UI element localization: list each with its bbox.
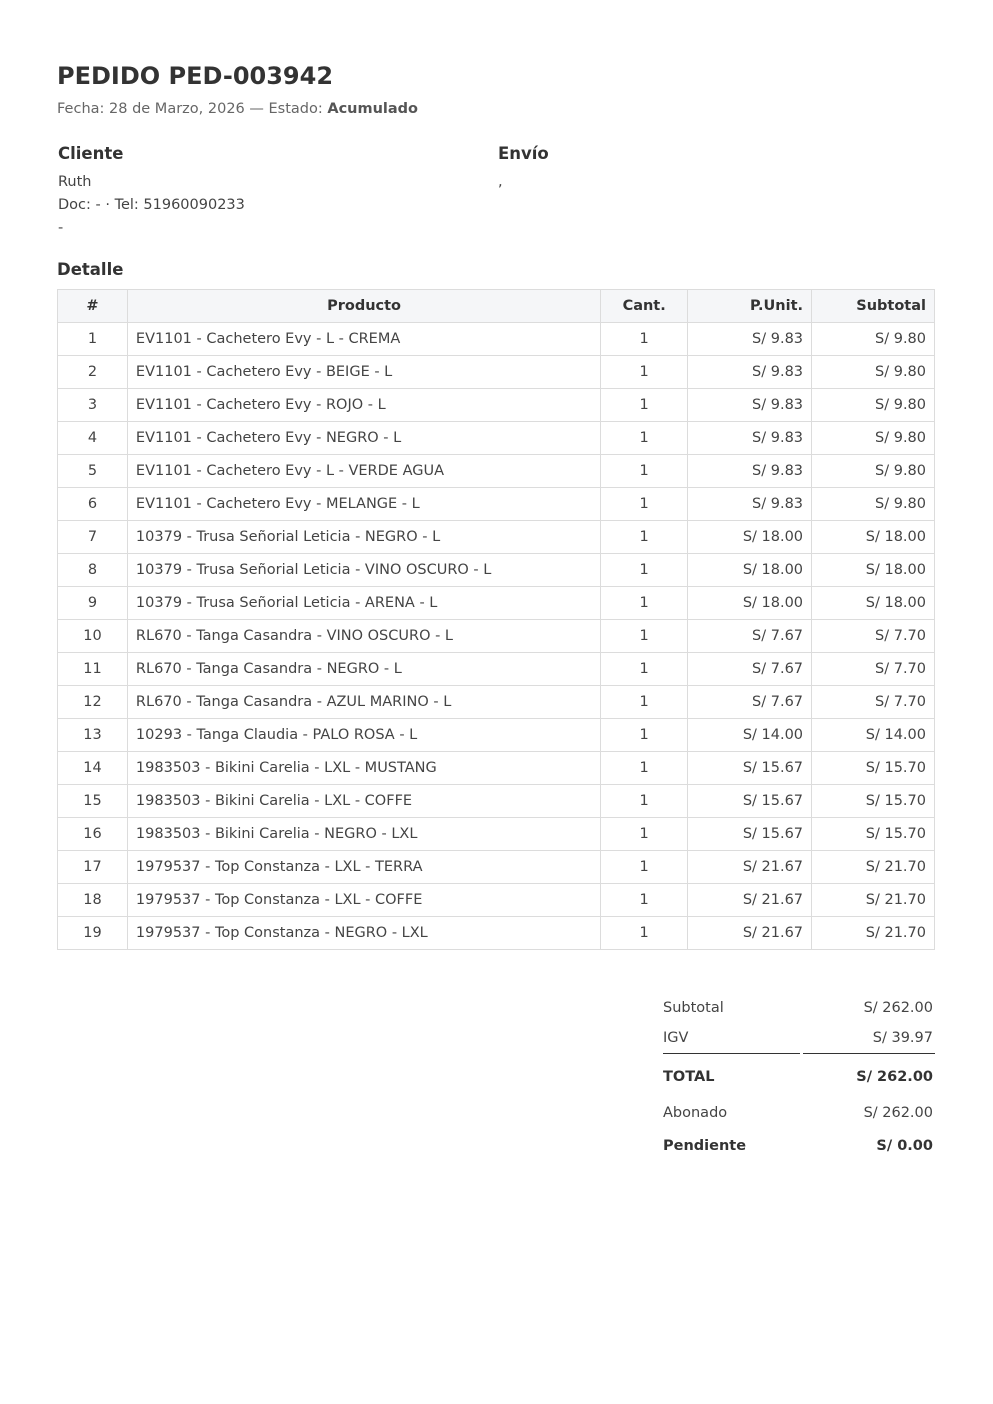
row-unit-price: S/ 7.67 xyxy=(688,653,812,686)
row-quantity: 1 xyxy=(601,851,688,884)
table-row xyxy=(58,521,935,554)
row-quantity: 1 xyxy=(601,752,688,785)
order-meta xyxy=(57,101,418,117)
total-label: TOTAL xyxy=(663,1069,715,1085)
subtotal-row xyxy=(662,993,935,1023)
col-header-number: # xyxy=(58,290,128,323)
table-row xyxy=(58,785,935,818)
row-number: 3 xyxy=(58,389,128,422)
row-unit-price: S/ 18.00 xyxy=(688,554,812,587)
row-product: 1983503 - Bikini Carelia - LXL - MUSTANG xyxy=(127,752,600,785)
row-quantity: 1 xyxy=(601,488,688,521)
row-unit-price: S/ 14.00 xyxy=(688,719,812,752)
row-product: 10293 - Tanga Claudia - PALO ROSA - L xyxy=(127,719,600,752)
row-subtotal: S/ 9.80 xyxy=(812,356,935,389)
row-subtotal: S/ 9.80 xyxy=(812,389,935,422)
row-product: EV1101 - Cachetero Evy - ROJO - L xyxy=(127,389,600,422)
igv-value: S/ 39.97 xyxy=(872,1030,933,1046)
row-product: EV1101 - Cachetero Evy - BEIGE - L xyxy=(127,356,600,389)
paid-value: S/ 262.00 xyxy=(863,1105,933,1121)
row-product: 1979537 - Top Constanza - NEGRO - LXL xyxy=(127,917,600,950)
row-unit-price: S/ 9.83 xyxy=(688,422,812,455)
row-number: 1 xyxy=(58,323,128,356)
row-number: 9 xyxy=(58,587,128,620)
total-row xyxy=(662,1055,935,1091)
row-subtotal: S/ 15.70 xyxy=(812,785,935,818)
row-subtotal: S/ 9.80 xyxy=(812,488,935,521)
table-row xyxy=(58,653,935,686)
row-subtotal: S/ 15.70 xyxy=(812,752,935,785)
order-date: Fecha: 28 de Marzo, 2026 — Estado: xyxy=(57,101,323,117)
row-quantity: 1 xyxy=(601,323,688,356)
row-unit-price: S/ 15.67 xyxy=(688,752,812,785)
col-header-unit-price: P.Unit. xyxy=(688,290,812,323)
subtotal-value: S/ 262.00 xyxy=(863,1000,933,1016)
table-row xyxy=(58,389,935,422)
row-quantity: 1 xyxy=(601,818,688,851)
client-doc-phone: Doc: - · Tel: 51960090233 xyxy=(58,197,245,213)
row-subtotal: S/ 21.70 xyxy=(812,917,935,950)
row-product: RL670 - Tanga Casandra - VINO OSCURO - L xyxy=(127,620,600,653)
col-header-product: Producto xyxy=(127,290,600,323)
row-quantity: 1 xyxy=(601,917,688,950)
row-product: 10379 - Trusa Señorial Leticia - ARENA - L xyxy=(127,587,600,620)
row-subtotal: S/ 7.70 xyxy=(812,620,935,653)
table-row xyxy=(58,917,935,950)
client-extra: - xyxy=(58,220,64,236)
row-unit-price: S/ 9.83 xyxy=(688,356,812,389)
row-unit-price: S/ 9.83 xyxy=(688,323,812,356)
row-number: 15 xyxy=(58,785,128,818)
detail-heading: Detalle xyxy=(57,260,124,279)
row-number: 5 xyxy=(58,455,128,488)
row-quantity: 1 xyxy=(601,356,688,389)
row-number: 13 xyxy=(58,719,128,752)
row-product: 1983503 - Bikini Carelia - LXL - COFFE xyxy=(127,785,600,818)
row-number: 8 xyxy=(58,554,128,587)
subtotal-label: Subtotal xyxy=(663,1000,724,1016)
row-subtotal: S/ 21.70 xyxy=(812,884,935,917)
row-number: 19 xyxy=(58,917,128,950)
table-row xyxy=(58,422,935,455)
row-subtotal: S/ 9.80 xyxy=(812,422,935,455)
table-row xyxy=(58,587,935,620)
table-row xyxy=(58,554,935,587)
totals-block xyxy=(662,993,935,1159)
pending-row xyxy=(662,1129,935,1159)
row-product: EV1101 - Cachetero Evy - L - CREMA xyxy=(127,323,600,356)
paid-row xyxy=(662,1091,935,1129)
row-quantity: 1 xyxy=(601,455,688,488)
row-product: RL670 - Tanga Casandra - NEGRO - L xyxy=(127,653,600,686)
paid-label: Abonado xyxy=(663,1105,728,1121)
row-number: 12 xyxy=(58,686,128,719)
row-quantity: 1 xyxy=(601,422,688,455)
row-quantity: 1 xyxy=(601,620,688,653)
row-quantity: 1 xyxy=(601,389,688,422)
row-unit-price: S/ 15.67 xyxy=(688,785,812,818)
row-unit-price: S/ 9.83 xyxy=(688,455,812,488)
row-unit-price: S/ 21.67 xyxy=(688,884,812,917)
row-unit-price: S/ 7.67 xyxy=(688,620,812,653)
row-number: 14 xyxy=(58,752,128,785)
row-quantity: 1 xyxy=(601,719,688,752)
row-product: EV1101 - Cachetero Evy - MELANGE - L xyxy=(127,488,600,521)
total-value: S/ 262.00 xyxy=(856,1069,933,1085)
row-quantity: 1 xyxy=(601,554,688,587)
row-subtotal: S/ 9.80 xyxy=(812,323,935,356)
table-row xyxy=(58,719,935,752)
row-product: RL670 - Tanga Casandra - AZUL MARINO - L xyxy=(127,686,600,719)
items-table xyxy=(57,289,935,950)
row-subtotal: S/ 18.00 xyxy=(812,521,935,554)
row-unit-price: S/ 18.00 xyxy=(688,587,812,620)
row-product: 1983503 - Bikini Carelia - NEGRO - LXL xyxy=(127,818,600,851)
row-subtotal: S/ 21.70 xyxy=(812,851,935,884)
row-subtotal: S/ 9.80 xyxy=(812,455,935,488)
row-product: EV1101 - Cachetero Evy - L - VERDE AGUA xyxy=(127,455,600,488)
row-number: 4 xyxy=(58,422,128,455)
client-name: Ruth xyxy=(58,174,92,190)
table-row xyxy=(58,455,935,488)
row-number: 11 xyxy=(58,653,128,686)
row-quantity: 1 xyxy=(601,884,688,917)
col-header-subtotal: Subtotal xyxy=(812,290,935,323)
row-subtotal: S/ 15.70 xyxy=(812,818,935,851)
row-product: 10379 - Trusa Señorial Leticia - NEGRO - L xyxy=(127,521,600,554)
row-product: 10379 - Trusa Señorial Leticia - VINO OSCURO - L xyxy=(127,554,600,587)
row-unit-price: S/ 15.67 xyxy=(688,818,812,851)
table-row xyxy=(58,752,935,785)
row-number: 7 xyxy=(58,521,128,554)
table-row xyxy=(58,818,935,851)
table-row xyxy=(58,488,935,521)
row-quantity: 1 xyxy=(601,686,688,719)
row-subtotal: S/ 7.70 xyxy=(812,653,935,686)
table-row xyxy=(58,884,935,917)
table-row xyxy=(58,851,935,884)
pending-value: S/ 0.00 xyxy=(876,1138,933,1154)
table-row xyxy=(58,323,935,356)
row-unit-price: S/ 9.83 xyxy=(688,389,812,422)
row-number: 17 xyxy=(58,851,128,884)
row-number: 2 xyxy=(58,356,128,389)
row-unit-price: S/ 21.67 xyxy=(688,851,812,884)
table-row xyxy=(58,686,935,719)
table-row xyxy=(58,620,935,653)
row-quantity: 1 xyxy=(601,521,688,554)
col-header-quantity: Cant. xyxy=(601,290,688,323)
row-product: 1979537 - Top Constanza - LXL - COFFE xyxy=(127,884,600,917)
row-subtotal: S/ 18.00 xyxy=(812,554,935,587)
row-subtotal: S/ 7.70 xyxy=(812,686,935,719)
igv-row xyxy=(662,1023,935,1053)
row-unit-price: S/ 18.00 xyxy=(688,521,812,554)
table-header-row xyxy=(58,290,935,323)
table-row xyxy=(58,356,935,389)
row-number: 18 xyxy=(58,884,128,917)
row-quantity: 1 xyxy=(601,587,688,620)
page-title: PEDIDO PED-003942 xyxy=(57,62,334,90)
row-product: EV1101 - Cachetero Evy - NEGRO - L xyxy=(127,422,600,455)
row-subtotal: S/ 14.00 xyxy=(812,719,935,752)
row-number: 16 xyxy=(58,818,128,851)
row-quantity: 1 xyxy=(601,653,688,686)
pending-label: Pendiente xyxy=(663,1138,747,1154)
row-unit-price: S/ 9.83 xyxy=(688,488,812,521)
shipping-address: , xyxy=(498,174,503,190)
row-unit-price: S/ 7.67 xyxy=(688,686,812,719)
row-subtotal: S/ 18.00 xyxy=(812,587,935,620)
status-badge: Acumulado xyxy=(327,101,419,117)
client-heading: Cliente xyxy=(58,144,124,163)
shipping-heading: Envío xyxy=(498,144,549,163)
igv-label: IGV xyxy=(663,1030,689,1046)
row-product: 1979537 - Top Constanza - LXL - TERRA xyxy=(127,851,600,884)
row-quantity: 1 xyxy=(601,785,688,818)
row-number: 10 xyxy=(58,620,128,653)
row-number: 6 xyxy=(58,488,128,521)
row-unit-price: S/ 21.67 xyxy=(688,917,812,950)
